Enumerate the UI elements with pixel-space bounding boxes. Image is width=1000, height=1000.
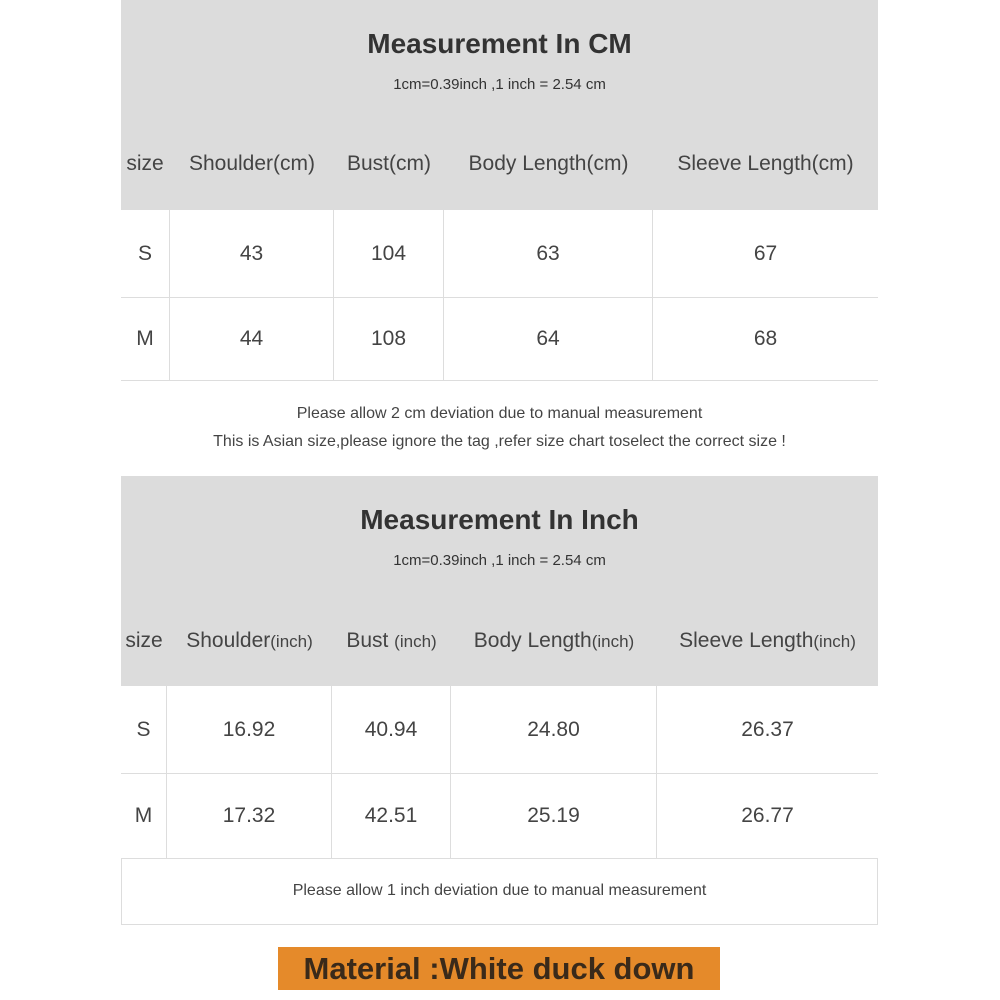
cell-body-length: 63 — [444, 210, 653, 297]
deviation-note: Please allow 1 inch deviation due to manual measurement — [292, 882, 707, 899]
cell-body-length: 24.80 — [451, 686, 657, 773]
deviation-note: Please allow 2 cm deviation due to manual measurement This is Asian size,please ignore the tag ,refer size chart toselect the correct size ! — [213, 405, 786, 450]
cell-sleeve-length: 26.37 — [741, 717, 794, 741]
cell-size: M — [121, 774, 167, 858]
cell-sleeve-length: 68 — [753, 327, 778, 350]
col-header-shoulder: Shoulder(inch) — [186, 629, 313, 652]
table-row — [121, 774, 878, 859]
col-header-body-length: Body Length(inch) — [473, 629, 635, 652]
cell-bust: 104 — [334, 210, 444, 297]
cell-body-length: 25.19 — [451, 774, 657, 858]
col-header-sleeve-length: Sleeve Length(cm) — [677, 152, 854, 175]
cell-shoulder: 17.32 — [167, 774, 332, 858]
cell-shoulder: 44 — [170, 298, 334, 380]
table-row — [121, 210, 878, 298]
cell-shoulder: 16.92 — [167, 686, 332, 773]
cell-size: S — [121, 210, 170, 297]
cell-bust: 108 — [334, 298, 444, 380]
cm-table-title: Measurement In CM — [367, 28, 632, 59]
col-header-shoulder: Shoulder(cm) — [188, 152, 316, 175]
col-header-size: size — [126, 152, 164, 175]
material-label: Material :White duck down — [278, 947, 720, 990]
cell-shoulder: 43 — [170, 210, 334, 297]
col-header-bust: Bust(cm) — [346, 152, 431, 175]
cell-sleeve-length: 67 — [753, 241, 778, 265]
col-header-body-length: Body Length(cm) — [468, 152, 629, 175]
cell-bust: 42.51 — [332, 774, 451, 858]
cell-size: S — [121, 686, 167, 773]
col-header-bust: Bust (inch) — [346, 629, 437, 652]
table-row — [121, 686, 878, 774]
cell-sleeve-length: 26.77 — [741, 804, 794, 827]
table-row — [121, 298, 878, 381]
cell-body-length: 64 — [444, 298, 653, 380]
col-header-sleeve-length: Sleeve Length(inch) — [679, 629, 856, 652]
inch-table-title: Measurement In Inch — [360, 504, 639, 535]
col-header-size: size — [125, 629, 163, 652]
cell-bust: 40.94 — [332, 686, 451, 773]
cm-table-subtitle: 1cm=0.39inch ,1 inch = 2.54 cm — [393, 76, 606, 93]
inch-table-subtitle: 1cm=0.39inch ,1 inch = 2.54 cm — [393, 552, 606, 569]
cell-size: M — [121, 298, 170, 380]
